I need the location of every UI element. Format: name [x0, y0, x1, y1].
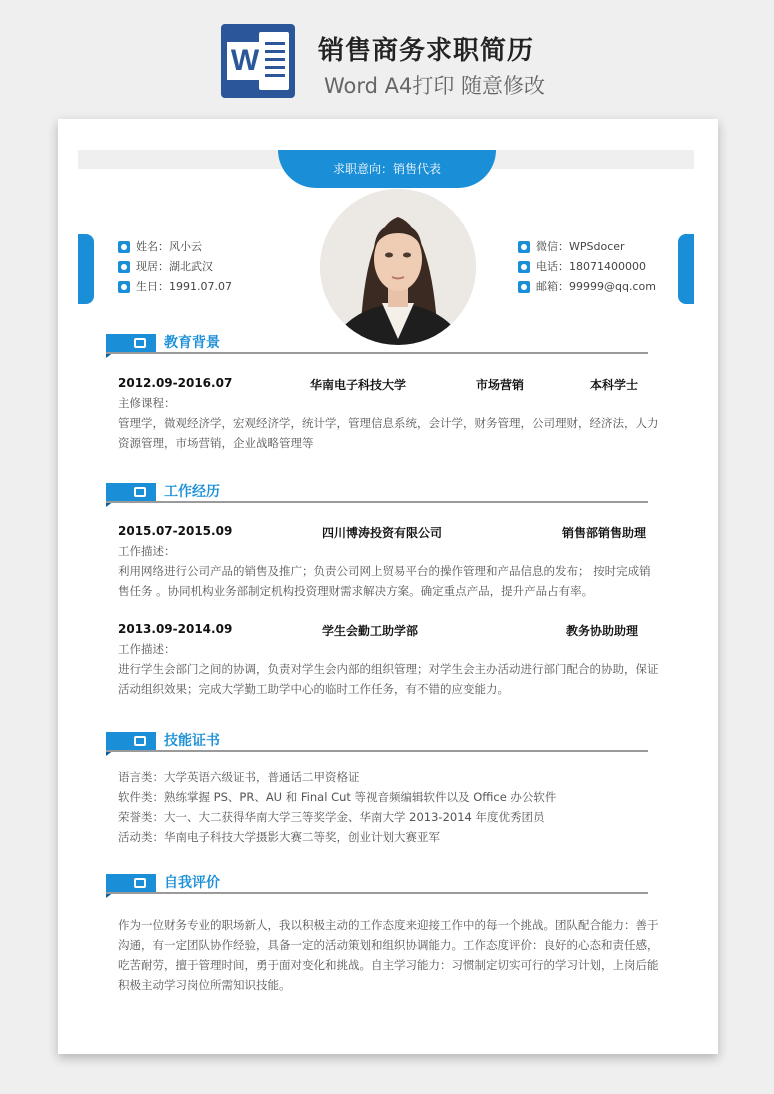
job-line: 进行学生会部门之间的协调，负责对学生会内部的组织管理；对学生会主办活动进行部门配合的协助，保证 [118, 662, 659, 676]
phone-text: 电话：18071400000 [536, 260, 646, 273]
word-logo-icon [221, 24, 295, 98]
self-eval-line: 吃苦耐劳，擅于管理时间，勇于面对变化和挑战。自主学习能力：习惯制定切实可行的学习计划，上岗后能 [118, 958, 659, 972]
job-line: 售任务 。协同机构业务部制定机构投资理财需求解决方案。确定重点产品，提升产品占有率。 [118, 584, 594, 598]
job-org: 学生会勤工助学部 [322, 624, 419, 638]
word-logo-letter: W [227, 42, 263, 80]
education-details [118, 393, 659, 453]
info-phone [518, 257, 656, 277]
banner-title: 销售商务求职简历 [318, 36, 535, 66]
education-heading-label: 教育背景 [164, 335, 220, 351]
person-icon [118, 241, 130, 253]
job-line: 利用网络进行公司产品的销售及推广；负责公司网上贸易平台的操作管理和产品信息的发布； 按时完成销 [118, 564, 651, 578]
job-line: 活动组织效果；完成大学勤工助学中心的临时工作任务，有不错的应变能力。 [118, 682, 509, 696]
job-date: 2013.09-2014.09 [118, 622, 233, 636]
banner-subtitle: Word A4打印 随意修改 [324, 74, 546, 98]
job-role: 销售部销售助理 [562, 526, 647, 540]
info-birthday [118, 277, 232, 297]
self-eval-line: 作为一位财务专业的职场新人，我以积极主动的工作态度来迎接工作中的每一个挑战。团队配合能力：善于 [118, 918, 659, 932]
info-name [118, 237, 232, 257]
work-heading-label: 工作经历 [164, 484, 220, 500]
skills-heading-label: 技能证书 [164, 733, 220, 749]
education-heading [106, 334, 648, 360]
job-date: 2015.07-2015.09 [118, 524, 233, 538]
education-major: 市场营销 [476, 378, 525, 392]
education-date: 2012.09-2016.07 [118, 376, 233, 390]
job-details [118, 639, 659, 699]
job-intent-tab: 求职意向：销售代表 [278, 150, 496, 188]
job-role: 教务协助助理 [566, 624, 639, 638]
personal-info-left [118, 237, 232, 297]
skills-list [118, 767, 654, 847]
self-eval-line: 积极主动学习岗位所需知识技能。 [118, 978, 291, 992]
education-school: 华南电子科技大学 [310, 378, 407, 392]
self-eval-line: 沟通，有一定团队协作经验，具备一定的活动策划和组织协调能力。工作态度评价：良好的心态和责任感， [118, 938, 659, 952]
education-line: 管理学，微观经济学，宏观经济学，统计学，管理信息系统，会计学，财务管理，公司理财，经济法，人力 [118, 416, 659, 430]
job-line: 工作描述： [118, 544, 176, 558]
skill-line: 活动类：华南电子科技大学摄影大赛二等奖，创业计划大赛亚军 [118, 830, 440, 844]
info-wechat [518, 237, 656, 257]
left-accent-tab [78, 234, 94, 304]
phone-icon [518, 261, 530, 273]
self-eval-heading-label: 自我评价 [164, 875, 220, 891]
user-icon [106, 874, 156, 892]
certificate-icon [106, 732, 156, 750]
skill-line: 荣誉类：大一、大二获得华南大学三等奖学金、华南大学 2013-2014 年度优秀团员 [118, 810, 545, 824]
skills-heading [106, 732, 648, 758]
wechat-icon [518, 241, 530, 253]
job-details [118, 541, 654, 601]
education-degree: 本科学士 [590, 378, 639, 392]
name-text: 姓名：风小云 [136, 240, 202, 253]
profile-photo [320, 189, 476, 345]
location-icon [118, 261, 130, 273]
job-org: 四川博涛投资有限公司 [322, 526, 443, 540]
self-eval-rule [106, 892, 648, 894]
graduation-cap-icon [106, 334, 156, 352]
info-email [518, 277, 656, 297]
self-eval-text [118, 915, 659, 995]
job-line: 工作描述： [118, 642, 176, 656]
work-heading [106, 483, 648, 509]
calendar-icon [118, 281, 130, 293]
job-entry [118, 524, 658, 542]
self-eval-heading [106, 874, 648, 900]
education-entry [118, 376, 658, 394]
skill-line: 软件类：熟练掌握 PS、PR、AU 和 Final Cut 等视音频编辑软件以及 Office 办公软件 [118, 790, 557, 804]
work-rule [106, 501, 648, 503]
info-location [118, 257, 232, 277]
education-line: 主修课程： [118, 396, 176, 410]
personal-info-right [518, 237, 656, 297]
chart-icon [106, 483, 156, 501]
skill-line: 语言类：大学英语六级证书，普通话二甲资格证 [118, 770, 360, 784]
birthday-text: 生日：1991.07.07 [136, 280, 232, 293]
header-banner [0, 0, 774, 112]
resume-page [58, 119, 718, 1054]
wechat-text: 微信：WPSdocer [536, 240, 625, 253]
education-rule [106, 352, 648, 354]
job-entry [118, 622, 658, 640]
education-line: 资源管理，市场营销，企业战略管理等 [118, 436, 314, 450]
skills-rule [106, 750, 648, 752]
location-text: 现居：湖北武汉 [136, 260, 213, 273]
mail-icon [518, 281, 530, 293]
email-text: 邮箱：99999@qq.com [536, 280, 656, 293]
right-accent-tab [678, 234, 694, 304]
